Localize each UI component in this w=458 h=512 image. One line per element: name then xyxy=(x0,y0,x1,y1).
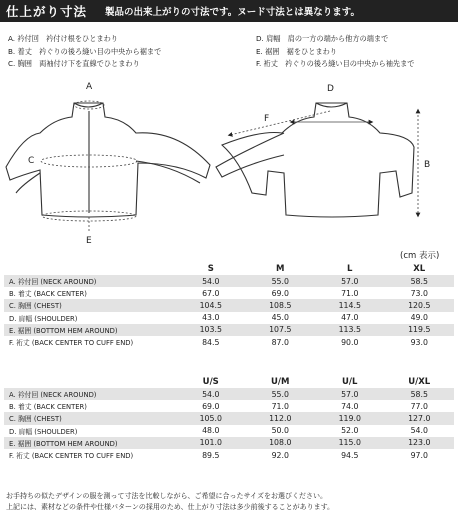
size-value-cell: 45.0 xyxy=(271,313,289,323)
size-value-cell: 69.0 xyxy=(271,288,289,298)
size-value-cell: 108.5 xyxy=(246,299,316,311)
legend-item-b: B. 着丈 衿ぐりの後ろ縫い目の中央から裾まで xyxy=(8,46,162,56)
legend-item-d: D. 肩幅 肩の一方の端から他方の端まで xyxy=(256,34,389,43)
row-label: A. 衿付回 (NECK AROUND) xyxy=(4,275,176,287)
table-header-row xyxy=(4,262,454,275)
table-row xyxy=(4,400,454,412)
legend-right xyxy=(256,33,415,71)
legend-item-f: F. 裄丈 衿ぐりの後ろ縫い目の中央から袖先まで xyxy=(256,59,415,68)
table-row xyxy=(4,437,454,449)
table-row xyxy=(4,425,454,437)
header-cell xyxy=(4,262,176,275)
page-title: 仕上がり寸法 xyxy=(6,4,88,19)
table-row xyxy=(4,324,454,336)
row-label: D. 肩幅 (SHOULDER) xyxy=(9,427,78,436)
size-value-cell: 71.0 xyxy=(271,401,289,411)
header-cell: U/L xyxy=(342,376,358,387)
size-value-cell: 94.5 xyxy=(341,450,359,460)
size-value-cell: 73.0 xyxy=(410,288,428,298)
size-table-unisex xyxy=(4,375,454,461)
row-label: C. 胸囲 (CHEST) xyxy=(4,299,176,311)
table-body xyxy=(4,275,454,348)
table-body xyxy=(4,388,454,461)
size-value-cell: 123.0 xyxy=(385,437,455,449)
size-value-cell: 93.0 xyxy=(410,337,428,347)
table-row xyxy=(4,412,454,424)
size-value-cell: 105.0 xyxy=(176,412,246,424)
size-value-cell: 57.0 xyxy=(315,275,385,287)
legend-left xyxy=(8,33,161,71)
legend-item-e: E. 裾囲 裾をひとまわり xyxy=(256,46,337,56)
unit-label: (cm 表示) xyxy=(400,251,440,261)
size-value-cell: 52.0 xyxy=(341,426,359,436)
row-label: F. 裄丈 (BACK CENTER TO CUFF END) xyxy=(9,339,134,348)
size-value-cell: 84.5 xyxy=(202,337,220,347)
size-value-cell: 87.0 xyxy=(271,337,289,347)
size-value-cell: 120.5 xyxy=(385,299,455,311)
size-value-cell: 49.0 xyxy=(410,313,428,323)
table-row xyxy=(4,299,454,311)
header-cell: L xyxy=(347,263,353,274)
header-cell: U/S xyxy=(202,376,219,387)
header-cell: U/M xyxy=(271,376,290,387)
size-value-cell: 114.5 xyxy=(315,299,385,311)
table-row xyxy=(4,287,454,299)
size-value-cell: 77.0 xyxy=(410,401,428,411)
legend-item-a: A. 衿付回 衿付け根をひとまわり xyxy=(8,34,118,43)
size-value-cell: 69.0 xyxy=(202,401,220,411)
size-value-cell: 103.5 xyxy=(176,324,246,336)
row-label: A. 衿付回 (NECK AROUND) xyxy=(4,388,176,400)
table-row xyxy=(4,275,454,287)
size-value-cell: 71.0 xyxy=(341,288,359,298)
size-value-cell: 112.0 xyxy=(246,412,316,424)
size-value-cell: 113.5 xyxy=(315,324,385,336)
size-value-cell: 55.0 xyxy=(246,388,316,400)
size-value-cell: 47.0 xyxy=(341,313,359,323)
table-row xyxy=(4,336,454,348)
back-measure-lines xyxy=(230,111,418,215)
header-cell: XL xyxy=(413,263,426,274)
size-value-cell: 119.0 xyxy=(315,412,385,424)
size-value-cell: 97.0 xyxy=(410,450,428,460)
table-header-row xyxy=(4,375,454,388)
size-value-cell: 108.0 xyxy=(246,437,316,449)
label-d: D xyxy=(327,84,334,94)
size-value-cell: 90.0 xyxy=(341,337,359,347)
size-value-cell: 48.0 xyxy=(202,426,220,436)
table-row xyxy=(4,449,454,461)
table-row xyxy=(4,312,454,324)
size-value-cell: 107.5 xyxy=(246,324,316,336)
size-value-cell: 54.0 xyxy=(410,426,428,436)
size-value-cell: 58.5 xyxy=(385,275,455,287)
row-label: B. 着丈 (BACK CENTER) xyxy=(9,403,87,412)
label-a: A xyxy=(86,82,93,92)
size-value-cell: 55.0 xyxy=(246,275,316,287)
garment-diagram xyxy=(0,75,458,247)
legend-item-c: C. 胸囲 両袖付け下を直線でひとまわり xyxy=(8,59,140,68)
table-row xyxy=(4,388,454,400)
label-e: E xyxy=(86,236,92,246)
size-value-cell: 54.0 xyxy=(176,388,246,400)
label-f: F xyxy=(264,114,270,124)
size-table-standard xyxy=(4,262,454,348)
header-cell: S xyxy=(207,263,214,274)
row-label: F. 裄丈 (BACK CENTER TO CUFF END) xyxy=(9,452,134,461)
front-view xyxy=(6,103,210,217)
row-label: C. 胸囲 (CHEST) xyxy=(4,412,176,424)
label-c: C xyxy=(28,156,35,166)
header-cell xyxy=(4,375,176,388)
note-line-2: 上記には、素材などの条件や仕様パターンの採用のため、仕上がり寸法は多少前後することがあります。 xyxy=(6,503,335,511)
size-value-cell: 115.0 xyxy=(315,437,385,449)
back-view xyxy=(216,103,414,217)
size-value-cell: 101.0 xyxy=(176,437,246,449)
size-value-cell: 119.5 xyxy=(385,324,455,336)
size-value-cell: 67.0 xyxy=(202,288,220,298)
header-cell: M xyxy=(276,263,285,274)
size-value-cell: 104.5 xyxy=(176,299,246,311)
size-value-cell: 92.0 xyxy=(271,450,289,460)
page-subtitle: 製品の出来上がりの寸法です。ヌード寸法とは異なります。 xyxy=(105,7,360,18)
header-cell: U/XL xyxy=(408,376,431,387)
row-label: B. 着丈 (BACK CENTER) xyxy=(9,290,87,299)
size-value-cell: 89.5 xyxy=(202,450,220,460)
size-value-cell: 57.0 xyxy=(315,388,385,400)
row-label: E. 裾囲 (BOTTOM HEM AROUND) xyxy=(4,437,176,449)
size-value-cell: 127.0 xyxy=(385,412,455,424)
size-value-cell: 50.0 xyxy=(271,426,289,436)
label-b: B xyxy=(424,160,431,170)
note-line-1: お手持ちの似たデザインの服を測って寸法を比較しながら、ご希望に合ったサイズをお選びください。 xyxy=(6,492,327,500)
row-label: D. 肩幅 (SHOULDER) xyxy=(9,314,78,323)
size-value-cell: 58.5 xyxy=(385,388,455,400)
size-value-cell: 74.0 xyxy=(341,401,359,411)
page-header xyxy=(0,0,458,22)
size-value-cell: 54.0 xyxy=(176,275,246,287)
row-label: E. 裾囲 (BOTTOM HEM AROUND) xyxy=(4,324,176,336)
size-value-cell: 43.0 xyxy=(202,313,220,323)
